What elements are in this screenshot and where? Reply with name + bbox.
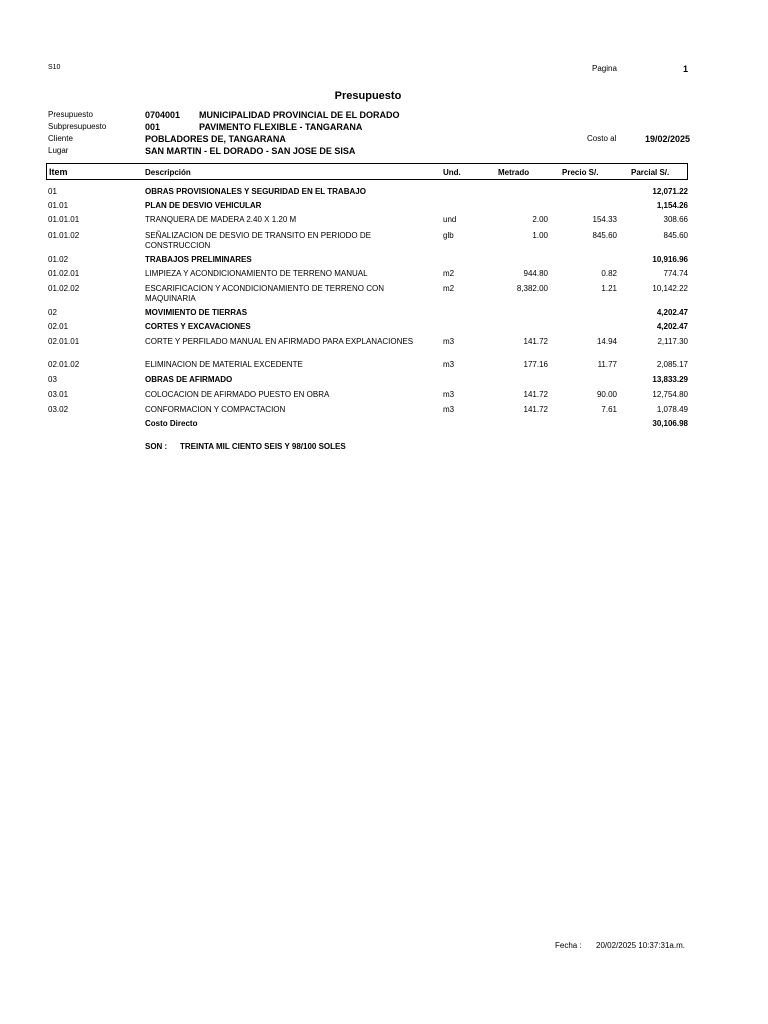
cell-description: PLAN DE DESVIO VEHICULAR: [145, 201, 262, 210]
cell-item: 02: [48, 308, 57, 317]
cell-und: m2: [443, 284, 455, 293]
cell-metrado: 944.80: [523, 269, 548, 278]
cell-parcial: 10,916.96: [652, 255, 688, 264]
cell-und: m3: [443, 405, 455, 414]
cell-parcial: 12,071.22: [652, 187, 688, 196]
lugar-label: Lugar: [48, 146, 69, 155]
cliente-label: Cliente: [48, 134, 73, 143]
cell-precio: 0.82: [601, 269, 617, 278]
costo-date: 19/02/2025: [645, 134, 691, 144]
header-item: Item: [49, 167, 68, 177]
cell-item: 02.01: [48, 322, 69, 331]
costo-label: Costo al: [587, 134, 617, 143]
cell-parcial: 30,106.98: [652, 419, 688, 428]
cell-parcial: 4,202.47: [656, 308, 688, 317]
cell-und: glb: [443, 231, 454, 240]
subpresupuesto-name: PAVIMENTO FLEXIBLE - TANGARANA: [199, 122, 363, 132]
cell-metrado: 1.00: [532, 231, 548, 240]
cell-description: COLOCACION DE AFIRMADO PUESTO EN OBRA: [145, 390, 330, 399]
cell-parcial: 308.66: [663, 215, 688, 224]
cell-metrado: 2.00: [532, 215, 548, 224]
cell-precio: 7.61: [601, 405, 617, 414]
presupuesto-label: Presupuesto: [48, 110, 93, 119]
cell-description: CORTES Y EXCAVACIONES: [145, 322, 251, 331]
cell-item: 03: [48, 375, 57, 384]
cell-item: 03.02: [48, 405, 69, 414]
cell-description: Costo Directo: [145, 419, 198, 428]
cell-precio: 1.21: [601, 284, 617, 293]
cell-description: CONFORMACION Y COMPACTACION: [145, 405, 286, 414]
cell-parcial: 12,754.80: [652, 390, 688, 399]
cell-item: 01.02.02: [48, 284, 80, 293]
subpresupuesto-label: Subpresupuesto: [48, 122, 107, 131]
cell-item: 02.01.02: [48, 360, 80, 369]
cell-description: TRABAJOS PRELIMINARES: [145, 255, 252, 264]
cell-precio: 845.60: [592, 231, 617, 240]
cell-item: 01.01.01: [48, 215, 80, 224]
header-descripcion: Descripción: [145, 168, 191, 177]
cell-precio: 14.94: [596, 337, 617, 346]
header-precio: Precio S/.: [562, 168, 599, 177]
presupuesto-code: 0704001: [145, 110, 181, 120]
cell-description: CORTE Y PERFILADO MANUAL EN AFIRMADO PARA EXPLANACIONES: [145, 337, 414, 346]
cell-item: 01.02: [48, 255, 69, 264]
cell-description: SEÑALIZACION DE DESVIO DE TRANSITO EN PERIODO DE CONSTRUCCION: [145, 231, 371, 250]
cell-description: OBRAS DE AFIRMADO: [145, 375, 233, 384]
page-title: Presupuesto: [334, 90, 402, 102]
report-code: S10: [48, 64, 61, 71]
cell-item: 01.01: [48, 201, 69, 210]
fecha-value: 20/02/2025 10:37:31a.m.: [596, 941, 685, 950]
cell-item: 02.01.01: [48, 337, 80, 346]
header-und: Und.: [443, 168, 461, 177]
cell-parcial: 2,117.30: [657, 337, 688, 346]
cell-parcial: 2,085.17: [656, 360, 688, 369]
page-label: Pagina: [592, 64, 617, 73]
page-number: 1: [683, 64, 689, 74]
cell-metrado: 8,382.00: [516, 284, 548, 293]
cell-parcial: 1,078.49: [656, 405, 688, 414]
fecha-label: Fecha :: [555, 941, 582, 950]
cell-metrado: 141.72: [523, 405, 548, 414]
subpresupuesto-code: 001: [145, 122, 161, 132]
cell-parcial: 4,202.47: [656, 322, 688, 331]
cell-und: und: [443, 215, 457, 224]
cell-metrado: 141.72: [523, 337, 548, 346]
cell-parcial: 10,142.22: [652, 284, 688, 293]
cell-metrado: 177.16: [523, 360, 548, 369]
cell-precio: 154.33: [592, 215, 617, 224]
presupuesto-name: MUNICIPALIDAD PROVINCIAL DE EL DORADO: [199, 110, 400, 120]
cell-item: 01.01.02: [48, 231, 80, 240]
cell-parcial: 13,833.29: [652, 375, 688, 384]
son-text: TREINTA MIL CIENTO SEIS Y 98/100 SOLES: [180, 442, 346, 451]
cell-item: 03.01: [48, 390, 69, 399]
cell-und: m3: [443, 337, 455, 346]
cell-und: m2: [443, 269, 455, 278]
cell-item: 01: [48, 187, 57, 196]
cell-parcial: 774.74: [663, 269, 688, 278]
cliente-value: POBLADORES DE, TANGARANA: [145, 134, 286, 144]
cell-description: TRANQUERA DE MADERA 2.40 X 1.20 M: [145, 215, 297, 224]
cell-precio: 90.00: [596, 390, 617, 399]
header-parcial: Parcial S/.: [631, 168, 670, 177]
cell-und: m3: [443, 390, 455, 399]
cell-precio: 11.77: [597, 360, 617, 369]
cell-description: ELIMINACION DE MATERIAL EXCEDENTE: [145, 360, 303, 369]
cell-description: LIMPIEZA Y ACONDICIONAMIENTO DE TERRENO MANUAL: [145, 269, 368, 278]
lugar-value: SAN MARTIN - EL DORADO - SAN JOSE DE SISA: [145, 146, 356, 156]
cell-parcial: 845.60: [663, 231, 688, 240]
cell-parcial: 1,154.26: [656, 201, 688, 210]
cell-description: ESCARIFICACION Y ACONDICIONAMIENTO DE TERRENO CON MAQUINARIA: [145, 284, 384, 303]
cell-item: 01.02.01: [48, 269, 80, 278]
cell-description: OBRAS PROVISIONALES Y SEGURIDAD EN EL TRABAJO: [145, 187, 366, 196]
cell-metrado: 141.72: [523, 390, 548, 399]
cell-description: MOVIMIENTO DE TIERRAS: [145, 308, 248, 317]
cell-und: m3: [443, 360, 455, 369]
son-label: SON :: [145, 442, 168, 451]
header-metrado: Metrado: [498, 168, 530, 177]
